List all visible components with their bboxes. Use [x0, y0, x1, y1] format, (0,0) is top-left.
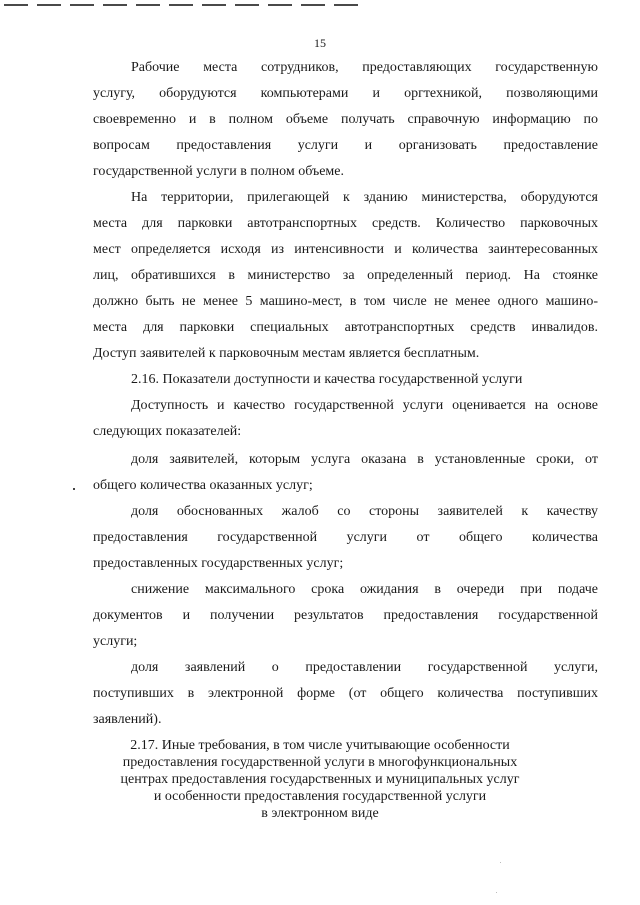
text-line: мест определяется исходя из интенсивности и количества заинтересованных [93, 242, 598, 257]
heading-line: в электронном виде [261, 806, 379, 821]
text-line: доля обоснованных жалоб со стороны заявителей к качеству [131, 504, 598, 519]
page-number: 15 [314, 36, 326, 50]
top-scan-dashes [4, 4, 364, 7]
scan-speck [500, 862, 501, 863]
text-line: доля заявлений о предоставлении государственной услуги, [131, 660, 598, 675]
text-line: предоставленных государственных услуг; [93, 556, 344, 571]
text-line: предоставления государственной услуги от общего количества [93, 530, 598, 545]
text-line: лиц, обратившихся в министерство за определенный период. На стоянке [93, 268, 598, 283]
text-line: На территории, прилегающей к зданию министерства, оборудуются [131, 190, 598, 205]
subsection-2-16-title: 2.16. Показатели доступности и качества государственной услуги [131, 372, 523, 387]
scan-speck [496, 892, 497, 893]
text-line: документов и получении результатов предоставления государственной [93, 608, 598, 623]
text-line: Доступ заявителей к парковочным местам является бесплатным. [93, 346, 480, 361]
text-line: доля заявителей, которым услуга оказана в установленные сроки, от [131, 452, 598, 467]
text-line: поступивших в электронной форме (от общего количества поступивших [93, 686, 598, 701]
text-line: Рабочие места сотрудников, предоставляющих государственную [131, 60, 598, 75]
text-line: своевременно и в полном объеме получать справочную информацию по [93, 112, 598, 127]
text-line: снижение максимального срока ожидания в очереди при подаче [131, 582, 598, 597]
text-line: услуги; [93, 634, 138, 649]
text-line: общего количества оказанных услуг; [93, 478, 313, 493]
text-line: государственной услуги в полном объеме. [93, 164, 345, 179]
stray-dot [73, 488, 75, 490]
text-line: места для парковки специальных автотранспортных средств инвалидов. [93, 320, 598, 335]
heading-line: центрах предоставления государственных и муниципальных услуг [120, 772, 520, 787]
heading-line: и особенности предоставления государственной услуги [153, 789, 487, 804]
text-line: следующих показателей: [93, 424, 242, 439]
text-line: места для парковки автотранспортных средств. Количество парковочных [93, 216, 598, 231]
heading-line: 2.17. Иные требования, в том числе учитывающие особенности [130, 738, 510, 753]
heading-line: предоставления государственной услуги в многофункциональных [122, 755, 518, 770]
text-line: заявлений). [93, 712, 162, 727]
text-line: должно быть не менее 5 машино-мест, в том числе не менее одного машино- [93, 294, 598, 309]
text-line: вопросам предоставления услуги и организовать предоставление [93, 138, 598, 153]
text-line: Доступность и качество государственной услуги оценивается на основе [131, 398, 598, 413]
text-line: услугу, оборудуются компьютерами и оргтехникой, позволяющими [93, 86, 598, 101]
